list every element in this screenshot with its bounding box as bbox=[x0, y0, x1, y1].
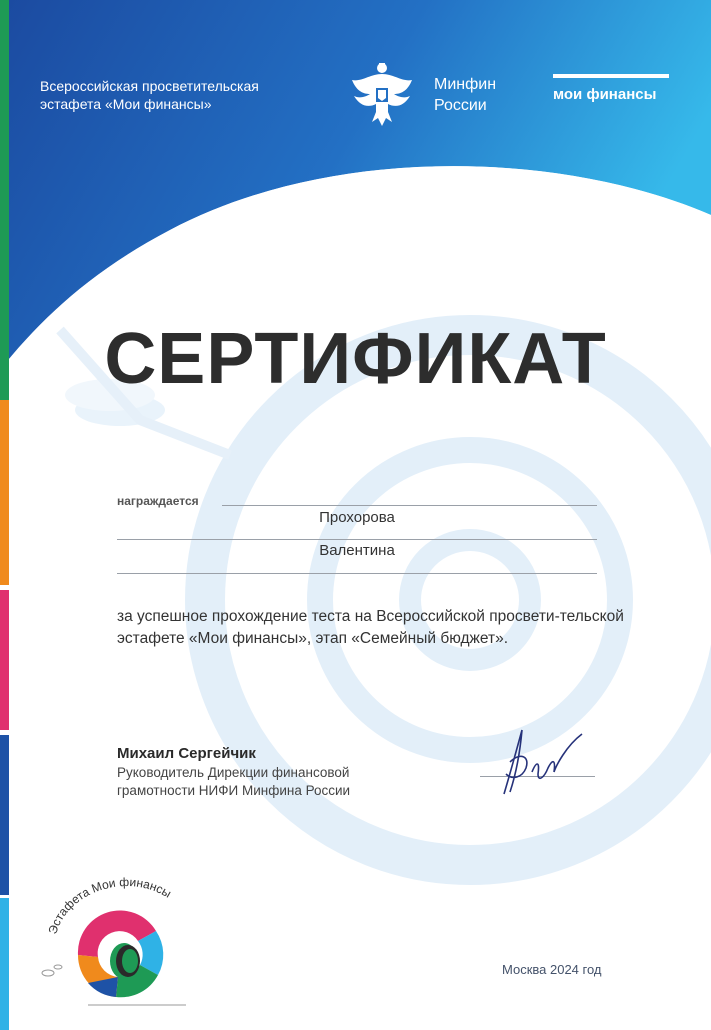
certificate-title: СЕРТИФИКАТ bbox=[104, 319, 607, 399]
brand-bar bbox=[553, 74, 669, 78]
stripe-pink bbox=[0, 590, 9, 730]
brand-wordmark-text: мои финансы bbox=[553, 86, 657, 103]
signer-title: Руководитель Дирекции финансовой грамотности НИФИ Минфина России bbox=[117, 765, 351, 798]
name-underline-1 bbox=[222, 505, 597, 506]
stripe-blue bbox=[0, 735, 9, 895]
awarded-label: награждается bbox=[117, 494, 199, 508]
recipient-surname: Прохорова bbox=[319, 509, 395, 526]
handwritten-signature bbox=[496, 722, 586, 800]
stripe-orange bbox=[0, 400, 9, 585]
name-underline-3 bbox=[117, 573, 597, 574]
citation-text: за успешное прохождение теста на Всероссийской просвети-тельской эстафете «Мои финансы», этап «Семейный бюджет». bbox=[117, 608, 624, 647]
ministry-name bbox=[434, 74, 496, 116]
double-headed-eagle-emblem-icon bbox=[348, 60, 416, 130]
brand-wordmark bbox=[553, 74, 673, 103]
ministry-name-line1: Минфин bbox=[434, 76, 497, 93]
stripe-lightblue bbox=[0, 898, 9, 1030]
recipient-firstname: Валентина bbox=[319, 542, 395, 559]
relay-title: Всероссийская просветительская эстафета «Мои финансы» bbox=[40, 78, 259, 112]
relay-logo-text: Эстафета Мои финансы bbox=[45, 874, 174, 936]
signer-name: Михаил Сергейчик bbox=[117, 745, 256, 762]
relay-logo-icon bbox=[28, 865, 203, 1015]
ministry-name-line2: России bbox=[434, 97, 487, 114]
place-and-year: Москва 2024 год bbox=[502, 962, 602, 977]
name-underline-2 bbox=[117, 539, 597, 540]
